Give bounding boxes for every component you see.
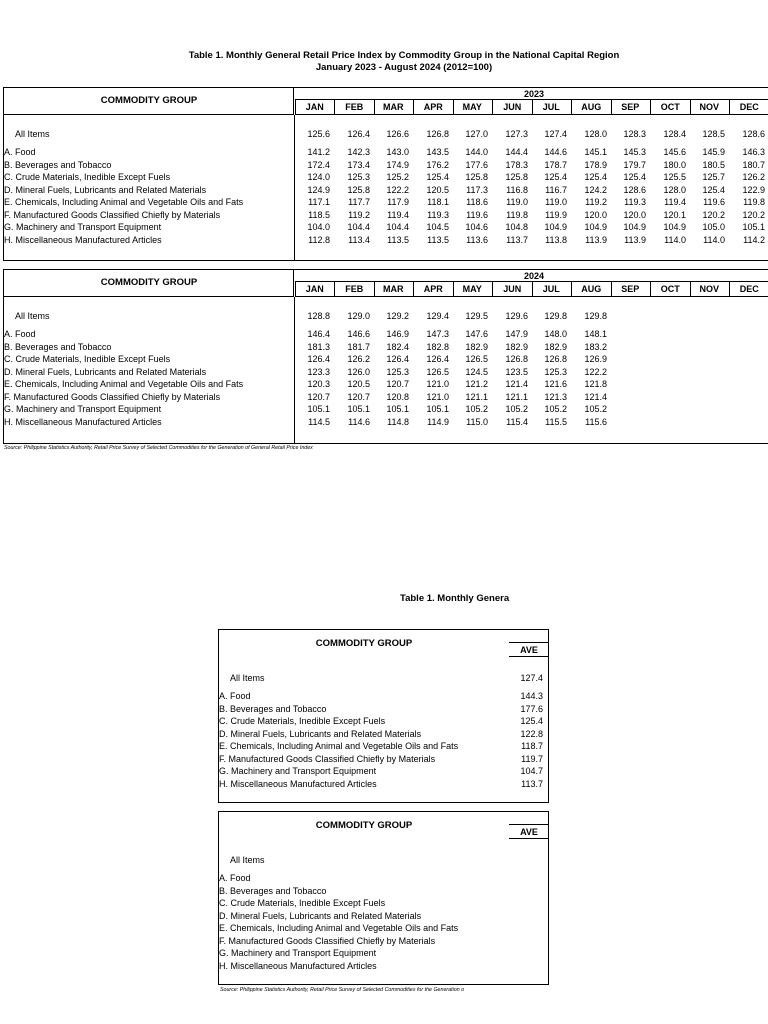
table-cell: 104.6 <box>465 222 488 232</box>
table-cell: 125.4 <box>426 172 449 182</box>
table-cell: 104.9 <box>663 222 686 232</box>
row-label-3: C. Crude Materials, Inedible Except Fuels <box>4 172 171 182</box>
table-cell: 123.5 <box>505 367 528 377</box>
table-cell: 145.1 <box>584 147 607 157</box>
table-cell: 105.1 <box>742 222 765 232</box>
row-label-6: F. Manufactured Goods Classified Chiefly by Materials <box>219 754 436 764</box>
month-header-aug: AUG <box>572 100 612 114</box>
table-cell: 114.9 <box>427 417 449 427</box>
row-label-2: B. Beverages and Tobacco <box>4 160 112 170</box>
table-cell: 119.9 <box>545 210 567 220</box>
table-cell: 126.0 <box>347 367 370 377</box>
table-cell: 115.4 <box>506 417 528 427</box>
source-note: Source: Philippine Statistics Authority, Retail Price Survey of Selected Commodities for the Generation of General Retail Price Index <box>4 445 313 451</box>
table-cell: 125.7 <box>702 172 725 182</box>
row-label-6: F. Manufactured Goods Classified Chiefly by Materials <box>4 392 221 402</box>
table-cell: 148.1 <box>584 329 607 339</box>
table-cell: 125.6 <box>307 129 330 139</box>
table-cell: 181.7 <box>347 342 370 352</box>
table-cell: 120.2 <box>742 210 765 220</box>
table-cell: 119.2 <box>585 197 607 207</box>
table-cell: 141.2 <box>307 147 330 157</box>
month-header-sep: SEP <box>611 282 651 296</box>
source-note-truncated: Source: Philippine Statistics Authority, Retail Price Survey of Selected Commodities for the Generation o <box>220 987 465 993</box>
table-cell: 118.6 <box>466 197 488 207</box>
table-cell: 117.7 <box>348 197 370 207</box>
row-label-1: A. Food <box>219 691 251 701</box>
table-cell: 113.4 <box>348 235 370 245</box>
table-cell: 129.0 <box>347 311 370 321</box>
row-label-0: All Items <box>15 311 50 321</box>
table-cell: 182.8 <box>426 342 449 352</box>
table-cell: 121.8 <box>584 379 607 389</box>
table-cell: 129.6 <box>505 311 528 321</box>
row-label-1: A. Food <box>4 329 36 339</box>
average-cell: 125.4 <box>520 716 543 726</box>
month-header-apr: APR <box>414 100 454 114</box>
table-cell: 118.5 <box>308 210 330 220</box>
table-cell: 113.9 <box>624 235 646 245</box>
table-cell: 113.9 <box>585 235 607 245</box>
table-cell: 105.2 <box>584 404 607 414</box>
table-cell: 125.4 <box>544 172 567 182</box>
table-cell: 120.7 <box>347 392 370 402</box>
table-cell: 143.5 <box>426 147 449 157</box>
row-label-4: D. Mineral Fuels, Lubricants and Related Materials <box>4 367 207 377</box>
table-cell: 112.8 <box>308 235 330 245</box>
table-cell: 119.3 <box>624 197 646 207</box>
row-label-4: D. Mineral Fuels, Lubricants and Related Materials <box>4 185 207 195</box>
table-cell: 125.4 <box>702 185 725 195</box>
row-label-5: E. Chemicals, Including Animal and Vegetable Oils and Fats <box>219 741 459 751</box>
table-cell: 143.0 <box>386 147 409 157</box>
table-title-line-2: January 2023 - August 2024 (2012=100) <box>315 62 493 73</box>
row-label-3: C. Crude Materials, Inedible Except Fuels <box>219 898 386 908</box>
table-cell: 105.1 <box>307 404 330 414</box>
table-cell: 122.2 <box>386 185 409 195</box>
table-cell: 179.7 <box>623 160 646 170</box>
price-index-table-2024 <box>3 269 768 444</box>
table-cell: 125.3 <box>347 172 370 182</box>
table-cell: 147.6 <box>465 329 488 339</box>
table-cell: 125.5 <box>663 172 686 182</box>
table-cell: 122.9 <box>742 185 765 195</box>
table-cell: 144.4 <box>505 147 528 157</box>
month-header-jan: JAN <box>295 100 335 114</box>
table-cell: 183.2 <box>584 342 607 352</box>
table-cell: 182.9 <box>505 342 528 352</box>
table-cell: 147.3 <box>426 329 449 339</box>
table-cell: 117.1 <box>308 197 330 207</box>
table-cell: 124.5 <box>465 367 488 377</box>
month-header-jun: JUN <box>493 100 533 114</box>
row-label-0: All Items <box>230 673 265 683</box>
table-cell: 148.0 <box>544 329 567 339</box>
table-cell: 146.4 <box>307 329 330 339</box>
table-cell: 178.3 <box>505 160 528 170</box>
table-cell: 121.0 <box>426 379 449 389</box>
table-cell: 119.2 <box>348 210 370 220</box>
table-cell: 177.6 <box>465 160 488 170</box>
row-label-3: C. Crude Materials, Inedible Except Fuels <box>219 716 386 726</box>
table-cell: 128.5 <box>702 129 725 139</box>
row-label-8: H. Miscellaneous Manufactured Articles <box>4 235 162 245</box>
table-cell: 126.4 <box>347 129 370 139</box>
row-label-7: G. Machinery and Transport Equipment <box>4 404 162 414</box>
table-cell: 120.1 <box>663 210 686 220</box>
table-cell: 104.0 <box>307 222 330 232</box>
table-cell: 121.0 <box>426 392 449 402</box>
table-cell: 144.6 <box>544 147 567 157</box>
month-header-jun: JUN <box>493 282 533 296</box>
table-cell: 126.2 <box>347 354 370 364</box>
table-cell: 105.2 <box>505 404 528 414</box>
table-cell: 122.2 <box>584 367 607 377</box>
table-cell: 115.6 <box>585 417 607 427</box>
table-cell: 142.3 <box>347 147 370 157</box>
table-cell: 119.0 <box>545 197 567 207</box>
table-cell: 126.8 <box>426 129 449 139</box>
row-label-8: H. Miscellaneous Manufactured Articles <box>219 961 377 971</box>
table-cell: 176.2 <box>426 160 449 170</box>
commodity-group-header: COMMODITY GROUP <box>100 277 198 288</box>
row-label-2: B. Beverages and Tobacco <box>4 342 112 352</box>
row-label-1: A. Food <box>4 147 36 157</box>
commodity-group-header: COMMODITY GROUP <box>100 95 198 106</box>
row-label-5: E. Chemicals, Including Animal and Vegetable Oils and Fats <box>219 923 459 933</box>
table-cell: 121.2 <box>465 379 488 389</box>
table-cell: 125.3 <box>386 367 409 377</box>
table-cell: 172.4 <box>307 160 330 170</box>
table-cell: 104.4 <box>347 222 370 232</box>
table-cell: 182.9 <box>544 342 567 352</box>
table-cell: 125.4 <box>584 172 607 182</box>
table-cell: 113.5 <box>387 235 409 245</box>
table-title-line-1: Table 1. Monthly General Retail Price Index by Commodity Group in the National Capital Region <box>188 50 620 61</box>
row-label-7: G. Machinery and Transport Equipment <box>219 766 377 776</box>
table-cell: 145.3 <box>623 147 646 157</box>
table-cell: 182.9 <box>465 342 488 352</box>
column-divider <box>294 297 295 443</box>
row-label-7: G. Machinery and Transport Equipment <box>4 222 162 232</box>
table-cell: 104.9 <box>623 222 646 232</box>
month-header-may: MAY <box>453 282 493 296</box>
average-cell: 177.6 <box>520 704 543 714</box>
table-cell: 105.2 <box>544 404 567 414</box>
table-cell: 126.8 <box>544 354 567 364</box>
table-cell: 126.4 <box>386 354 409 364</box>
month-header-row <box>295 282 768 297</box>
column-divider <box>294 115 295 260</box>
row-label-3: C. Crude Materials, Inedible Except Fuels <box>4 354 171 364</box>
table-cell: 129.4 <box>426 311 449 321</box>
average-cell: 104.7 <box>520 766 543 776</box>
row-label-1: A. Food <box>219 873 251 883</box>
month-header-feb: FEB <box>335 100 375 114</box>
table-cell: 119.4 <box>664 197 686 207</box>
table-cell: 119.6 <box>466 210 488 220</box>
month-header-row <box>295 100 768 115</box>
table-cell: 120.7 <box>307 392 330 402</box>
table-cell: 120.5 <box>347 379 370 389</box>
table-cell: 125.4 <box>623 172 646 182</box>
month-header-oct: OCT <box>651 282 691 296</box>
table-cell: 104.5 <box>426 222 449 232</box>
table-cell: 173.4 <box>347 160 370 170</box>
table-cell: 121.4 <box>505 379 528 389</box>
table-cell: 146.6 <box>347 329 370 339</box>
table-cell: 129.8 <box>544 311 567 321</box>
year-header-2024: 2024 <box>295 270 768 282</box>
table-cell: 182.4 <box>386 342 409 352</box>
table-cell: 126.4 <box>426 354 449 364</box>
row-label-0: All Items <box>230 855 265 865</box>
table-cell: 121.3 <box>544 392 567 402</box>
month-header-mar: MAR <box>374 100 414 114</box>
row-label-4: D. Mineral Fuels, Lubricants and Related Materials <box>219 911 422 921</box>
average-cell: 118.7 <box>521 741 543 751</box>
table-cell: 116.7 <box>545 185 567 195</box>
row-label-8: H. Miscellaneous Manufactured Articles <box>4 417 162 427</box>
month-header-aug: AUG <box>572 282 612 296</box>
table-cell: 124.2 <box>584 185 607 195</box>
table-cell: 126.2 <box>742 172 765 182</box>
table-cell: 178.9 <box>584 160 607 170</box>
table-cell: 145.6 <box>663 147 686 157</box>
table-cell: 105.0 <box>702 222 725 232</box>
table-cell: 105.1 <box>386 404 409 414</box>
table-cell: 124.9 <box>307 185 330 195</box>
table-cell: 174.9 <box>386 160 409 170</box>
table-cell: 127.0 <box>465 129 488 139</box>
table-cell: 114.0 <box>664 235 686 245</box>
table-cell: 180.5 <box>702 160 725 170</box>
table-cell: 116.8 <box>506 185 528 195</box>
row-label-8: H. Miscellaneous Manufactured Articles <box>219 779 377 789</box>
table-cell: 125.8 <box>465 172 488 182</box>
month-header-nov: NOV <box>690 100 730 114</box>
table-cell: 114.2 <box>743 235 765 245</box>
table-cell: 113.7 <box>506 235 528 245</box>
table-cell: 129.8 <box>584 311 607 321</box>
table-cell: 128.6 <box>742 129 765 139</box>
table-cell: 105.1 <box>426 404 449 414</box>
table-cell: 125.8 <box>347 185 370 195</box>
month-header-apr: APR <box>414 282 454 296</box>
table-cell: 128.6 <box>623 185 646 195</box>
table-cell: 114.5 <box>308 417 330 427</box>
table-cell: 146.9 <box>386 329 409 339</box>
month-header-dec: DEC <box>730 282 768 296</box>
average-table-2023 <box>218 629 549 803</box>
table-cell: 129.5 <box>465 311 488 321</box>
table-cell: 126.4 <box>307 354 330 364</box>
month-header-nov: NOV <box>690 282 730 296</box>
table-cell: 119.8 <box>743 197 765 207</box>
table-cell: 128.0 <box>663 185 686 195</box>
table-cell: 125.3 <box>544 367 567 377</box>
table-cell: 126.6 <box>386 129 409 139</box>
month-header-feb: FEB <box>335 282 375 296</box>
table-cell: 145.9 <box>702 147 725 157</box>
month-header-dec: DEC <box>730 100 768 114</box>
row-label-5: E. Chemicals, Including Animal and Vegetable Oils and Fats <box>4 197 244 207</box>
ave-header: AVE <box>509 643 549 657</box>
table-cell: 146.3 <box>742 147 765 157</box>
average-table-2024 <box>218 811 549 985</box>
price-index-table-2023 <box>3 87 768 261</box>
year-header-2023: 2023 <box>295 88 768 100</box>
row-label-5: E. Chemicals, Including Animal and Vegetable Oils and Fats <box>4 379 244 389</box>
table-cell: 117.9 <box>387 197 409 207</box>
table-cell: 120.2 <box>702 210 725 220</box>
table-cell: 119.3 <box>427 210 449 220</box>
month-header-oct: OCT <box>651 100 691 114</box>
table-cell: 104.8 <box>505 222 528 232</box>
average-cell: 144.3 <box>520 691 543 701</box>
table-cell: 120.7 <box>386 379 409 389</box>
table-cell: 115.0 <box>466 417 488 427</box>
table-cell: 126.9 <box>584 354 607 364</box>
table-cell: 126.5 <box>465 354 488 364</box>
table-cell: 120.5 <box>426 185 449 195</box>
table-cell: 126.8 <box>505 354 528 364</box>
average-cell: 119.7 <box>521 754 543 764</box>
average-cell: 127.4 <box>520 673 543 683</box>
row-label-7: G. Machinery and Transport Equipment <box>219 948 377 958</box>
commodity-group-header: COMMODITY GROUP <box>315 638 413 649</box>
table-cell: 113.6 <box>466 235 488 245</box>
table-cell: 118.1 <box>427 197 449 207</box>
table-cell: 124.0 <box>307 172 330 182</box>
table-cell: 120.0 <box>584 210 607 220</box>
month-header-jul: JUL <box>532 100 572 114</box>
table-cell: 105.1 <box>347 404 370 414</box>
table-cell: 119.0 <box>506 197 528 207</box>
row-label-2: B. Beverages and Tobacco <box>219 704 327 714</box>
table-cell: 127.3 <box>505 129 528 139</box>
table-cell: 178.7 <box>544 160 567 170</box>
row-label-6: F. Manufactured Goods Classified Chiefly by Materials <box>219 936 436 946</box>
table-cell: 180.7 <box>742 160 765 170</box>
table-cell: 180.0 <box>663 160 686 170</box>
table-cell: 114.6 <box>348 417 370 427</box>
table-cell: 121.1 <box>465 392 488 402</box>
table-cell: 128.3 <box>623 129 646 139</box>
table-cell: 119.8 <box>506 210 528 220</box>
table-cell: 105.2 <box>465 404 488 414</box>
table-cell: 125.8 <box>505 172 528 182</box>
row-label-0: All Items <box>15 129 50 139</box>
table-cell: 128.4 <box>663 129 686 139</box>
table-cell: 121.1 <box>505 392 528 402</box>
row-label-2: B. Beverages and Tobacco <box>219 886 327 896</box>
table-cell: 121.6 <box>544 379 567 389</box>
table-cell: 120.0 <box>623 210 646 220</box>
month-header-sep: SEP <box>611 100 651 114</box>
table-cell: 128.0 <box>584 129 607 139</box>
table-cell: 113.5 <box>427 235 449 245</box>
table-title-truncated: Table 1. Monthly Genera <box>400 593 510 604</box>
table-cell: 126.5 <box>426 367 449 377</box>
table-cell: 120.8 <box>386 392 409 402</box>
row-label-6: F. Manufactured Goods Classified Chiefly by Materials <box>4 210 221 220</box>
month-header-jul: JUL <box>532 282 572 296</box>
table-cell: 147.9 <box>505 329 528 339</box>
ave-header: AVE <box>509 825 549 839</box>
table-cell: 104.9 <box>544 222 567 232</box>
table-cell: 125.2 <box>386 172 409 182</box>
table-cell: 115.5 <box>545 417 567 427</box>
average-cell: 122.8 <box>520 729 543 739</box>
table-cell: 123.3 <box>307 367 330 377</box>
table-cell: 128.8 <box>307 311 330 321</box>
table-cell: 121.4 <box>584 392 607 402</box>
row-label-4: D. Mineral Fuels, Lubricants and Related Materials <box>219 729 422 739</box>
table-cell: 119.6 <box>703 197 725 207</box>
table-cell: 119.4 <box>387 210 409 220</box>
average-cell: 113.7 <box>521 779 543 789</box>
month-header-may: MAY <box>453 100 493 114</box>
commodity-group-header: COMMODITY GROUP <box>315 820 413 831</box>
table-cell: 113.8 <box>545 235 567 245</box>
table-cell: 129.2 <box>386 311 409 321</box>
table-cell: 104.4 <box>386 222 409 232</box>
table-cell: 144.0 <box>465 147 488 157</box>
table-cell: 104.9 <box>584 222 607 232</box>
table-cell: 181.3 <box>307 342 330 352</box>
table-cell: 127.4 <box>544 129 567 139</box>
table-cell: 114.8 <box>387 417 409 427</box>
table-cell: 114.0 <box>703 235 725 245</box>
month-header-jan: JAN <box>295 282 335 296</box>
month-header-mar: MAR <box>374 282 414 296</box>
table-cell: 120.3 <box>307 379 330 389</box>
table-cell: 117.3 <box>466 185 488 195</box>
